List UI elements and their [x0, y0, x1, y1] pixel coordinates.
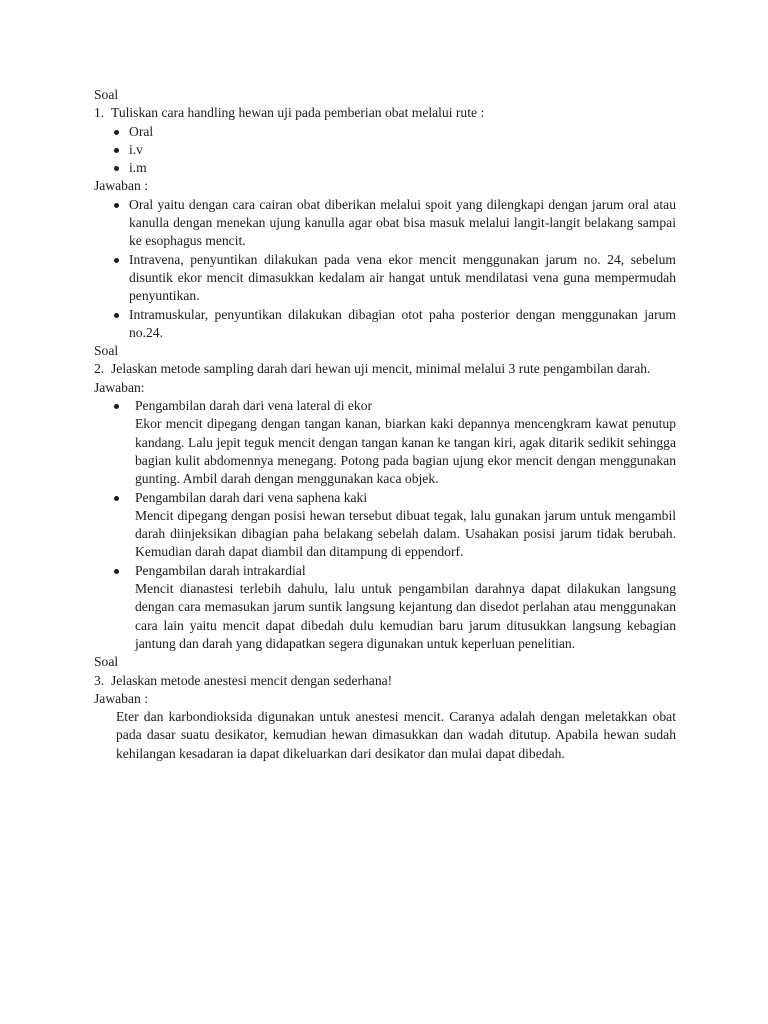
- question-1: [94, 104, 676, 122]
- soal-label: Soal: [94, 343, 119, 359]
- list-item: [94, 397, 676, 488]
- soal-label: Soal: [94, 654, 119, 670]
- answer-paragraph: Eter dan karbondioksida digunakan untuk anestesi mencit. Caranya adalah dengan meletakkan obat pada dasar suatu desikator, kemudian hewan dimasukkan dan wadah ditutup. Apabila hewan sudah kehilangan kesadaran ia dapat dikeluarkan dari desikator dan mulai dapat dibedah.: [116, 709, 676, 761]
- method-description: Mencit dianastesi terlebih dahulu, lalu untuk pengambilan darahnya dapat dilakukan langsung dengan cara memasukan jarum suntik langsung kejantung dan disedot perlahan atau menggunakan cara lain yaitu mencit dapat dibedah dulu kemudian baru jarum ditusukkan langsung kebagian jantung dan darah yang didapatkan segera digunakan untuk keperluan penelitian.: [135, 581, 676, 651]
- document-body: [94, 86, 676, 763]
- question-2: [94, 360, 676, 378]
- jawaban-label: Jawaban:: [94, 379, 145, 395]
- question-number: 1.: [94, 105, 105, 121]
- method-title: Pengambilan darah dari vena saphena kaki: [135, 489, 368, 505]
- jawaban-label: Jawaban :: [94, 690, 148, 706]
- question-3: [94, 672, 676, 690]
- method-title: Pengambilan darah intrakardial: [135, 562, 306, 578]
- question-text: Jelaskan metode sampling darah dari hewan uji mencit, minimal melalui 3 rute pengambilan darah.: [111, 361, 651, 377]
- list-item: [94, 562, 676, 653]
- question-number: 2.: [94, 361, 105, 377]
- method-list: [94, 397, 676, 653]
- list-item: i.v: [94, 141, 676, 159]
- list-item: Intramuskular, penyuntikan dilakukan dibagian otot paha posterior dengan menggunakan jarum no.24.: [94, 306, 676, 343]
- list-item: i.m: [94, 159, 676, 177]
- list-item: Intravena, penyuntikan dilakukan pada vena ekor mencit menggunakan jarum no. 24, sebelum disuntik ekor mencit dimasukkan kedalam air hangat untuk mendilatasi vena guna mempermudah penyuntikan.: [94, 251, 676, 306]
- route-list: [94, 123, 676, 178]
- question-text: Jelaskan metode anestesi mencit dengan sederhana!: [111, 672, 393, 688]
- question-text: Tuliskan cara handling hewan uji pada pemberian obat melalui rute :: [111, 105, 485, 121]
- method-description: Ekor mencit dipegang dengan tangan kanan, biarkan kaki depannya mencengkram kawat penutup kandang. Lalu jepit teguk mencit dengan tangan kanan ke tangan kiri, agak ditarik sedikit sehingga bagian kulit abdomennya menegang. Potong pada bagian ujung ekor mencit dengan menggunakan gunting. Ambil darah dengan menggunakan kaca objek.: [135, 416, 676, 487]
- method-description: Mencit dipegang dengan posisi hewan tersebut dibuat tegak, lalu gunakan jarum untuk mengambil darah diinjeksikan dibagian paha belakang sebelah dalam. Usahakan posisi jarum tidak berubah. Kemudian darah dapat diambil dan ditampung di eppendorf.: [135, 507, 676, 560]
- list-item: Oral yaitu dengan cara cairan obat diberikan melalui spoit yang dilengkapi dengan jarum oral atau kanulla dengan menekan ujung kanulla agar obat bisa masuk melalui langit-langit belakang sampai ke esophagus mencit.: [94, 196, 676, 251]
- method-title: Pengambilan darah dari vena lateral di ekor: [135, 398, 373, 414]
- jawaban-label: Jawaban :: [94, 178, 148, 194]
- soal-label: Soal: [94, 87, 119, 102]
- question-number: 3.: [94, 672, 105, 688]
- list-item: Oral: [94, 123, 676, 141]
- list-item: [94, 489, 676, 562]
- answer-list: [94, 196, 676, 342]
